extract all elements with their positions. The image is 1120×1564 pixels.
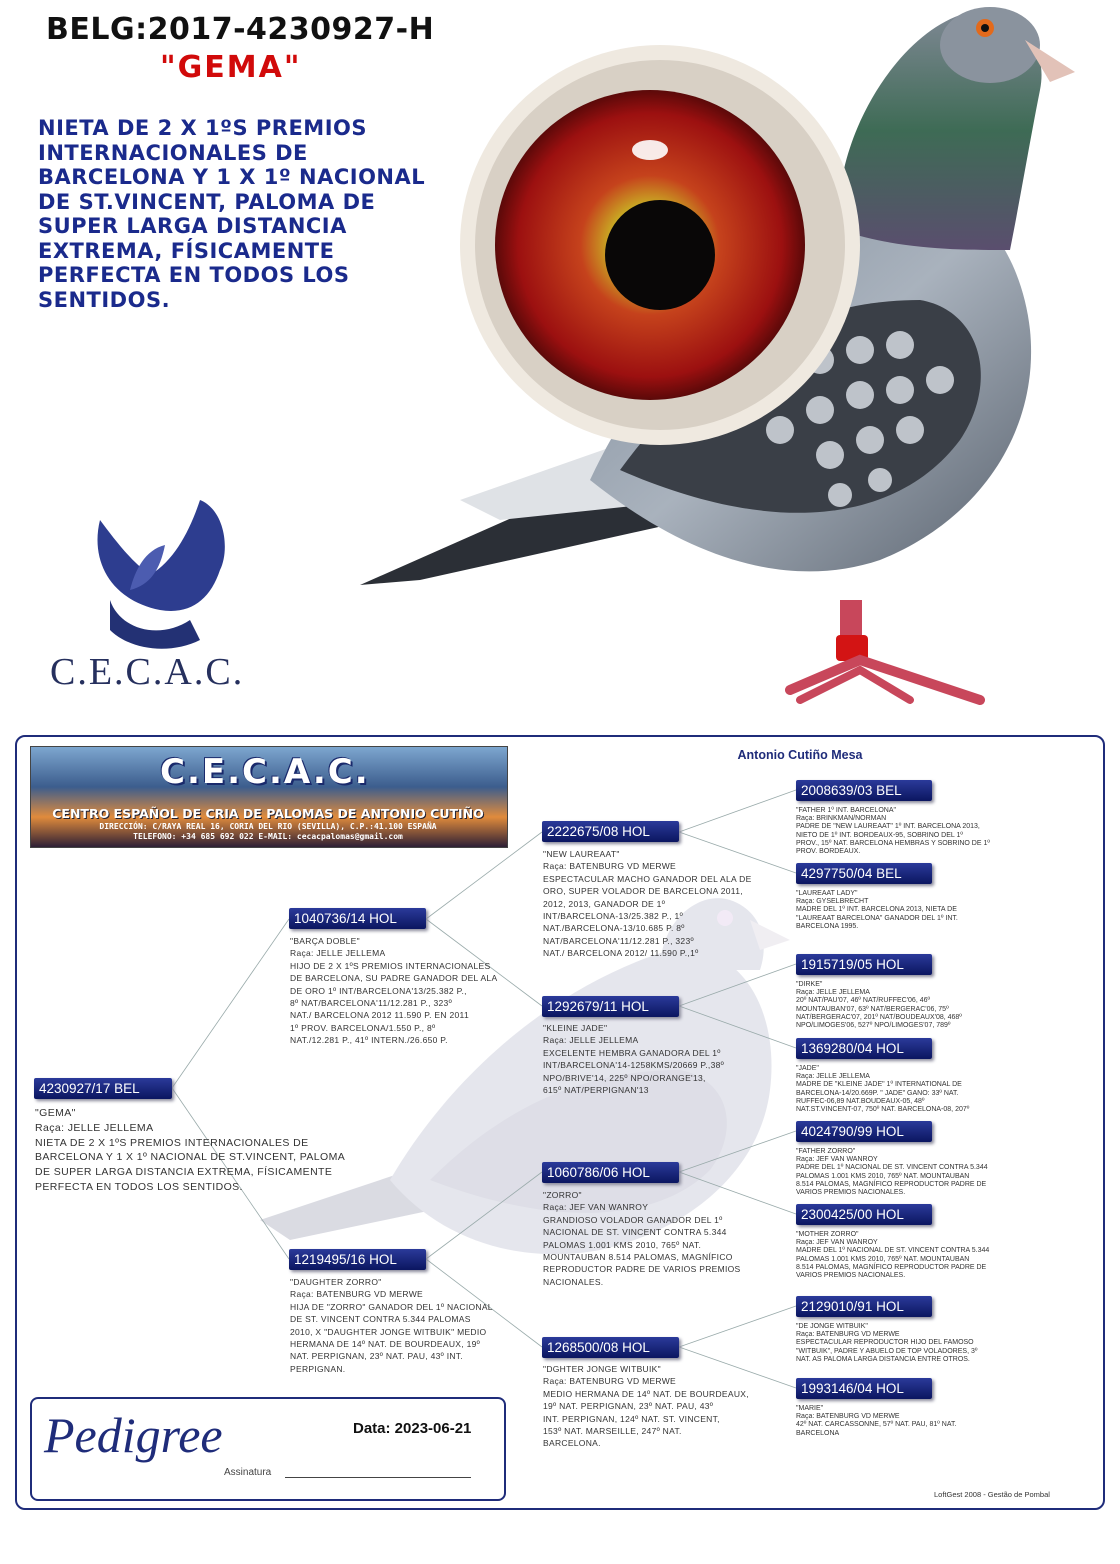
- mm-description: [543, 1363, 778, 1450]
- desc-line: "GEMA": [35, 1107, 76, 1119]
- mmf-ring-box[interactable]: 2129010/91 HOL: [796, 1296, 932, 1317]
- desc-line: NAT/BARCELONA'11/12.281 P., 323º: [543, 935, 694, 946]
- desc-line: PALOMAS 1.001 KMS 2010, 765º NAT.: [543, 1239, 702, 1250]
- desc-line: GRANDIOSO VOLADOR GANADOR DEL 1º: [543, 1214, 723, 1225]
- desc-line: 2012, 2013, GANADOR DE 1º: [543, 898, 666, 909]
- desc-line: RUFFEC-06,89 NAT.BOUDEAUX-05, 48º: [796, 1097, 925, 1105]
- desc-line: 8.514 PALOMAS, MAGNÍFICO REPRODUCTOR PADRE DE: [796, 1263, 987, 1271]
- desc-line: 1º PROV. BARCELONA/1.550 P., 8º: [290, 1022, 436, 1033]
- desc-line: DE ORO 1º INT/BARCELONA'13/25.382 P.,: [290, 985, 467, 996]
- desc-line: HERMANA DE 14º NAT. DE BOURDEAUX, 19º: [290, 1339, 481, 1350]
- desc-line: NACIONAL DE ST. VINCENT CONTRA 5.344: [543, 1227, 727, 1238]
- desc-line: NAT./ BARCELONA 2012 11.590 P. EN 2011: [290, 1010, 469, 1021]
- pedigree-script-title: Pedigree: [44, 1407, 223, 1463]
- desc-line: PROV., 15º NAT. BARCELONA HEMBRAS Y SOBRINO DE 1º: [796, 839, 990, 847]
- desc-line: INT/BARCELONA'14-1258KMS/20669 P.,38º: [543, 1060, 725, 1071]
- desc-line: 2010, X "DAUGHTER JONGE WITBUIK" MEDIO: [290, 1326, 487, 1337]
- desc-line: DE BARCELONA, SU PADRE GANADOR DEL ALA: [290, 973, 498, 984]
- ff-description: [543, 848, 778, 960]
- desc-line: DE SUPER LARGA DISTANCIA EXTREMA, FÍSICAMENTE: [35, 1166, 333, 1179]
- desc-line: EXCELENTE HEMBRA GANADORA DEL 1º: [543, 1047, 721, 1058]
- fff-ring-box[interactable]: 2008639/03 BEL: [796, 780, 932, 801]
- mff-description: [796, 1148, 1036, 1197]
- fff-description: [796, 807, 1036, 856]
- desc-line: NPO/LIMOGES'06, 527º NPO/LIMOGES'07, 789º: [796, 1022, 951, 1030]
- mfm-description: [796, 1231, 1036, 1280]
- desc-line: HIJA DE "ZORRO" GANADOR DEL 1º NACIONAL: [290, 1301, 493, 1312]
- desc-line: NAT./ BARCELONA 2012/ 11.590 P.,1º: [543, 948, 699, 959]
- ring-id-title: BELG:2017-4230927-H: [46, 12, 435, 47]
- desc-line: 8º NAT/BARCELONA'11/12.281 P., 323º: [290, 998, 452, 1009]
- signature-line[interactable]: [285, 1477, 471, 1478]
- desc-line: MADRE DEL 1º NACIONAL DE ST. VINCENT CONTRA 5.344: [796, 1247, 990, 1255]
- subject-ring-box[interactable]: 4230927/17 BEL: [34, 1078, 172, 1099]
- desc-line: Raça: BATENBURG VD MERWE: [290, 1289, 423, 1300]
- desc-line: BARCELONA: [796, 1429, 840, 1437]
- banner-phone-line: TELEFONO: +34 685 692 022 E-MAIL: cecacpalomas@gmail.com: [133, 832, 403, 841]
- desc-line: Raça: JEF VAN WANROY: [796, 1239, 878, 1247]
- desc-line: INT. PERPIGNAN, 124º NAT. ST. VINCENT,: [543, 1413, 720, 1424]
- desc-line: Raça: JEF VAN WANROY: [543, 1202, 649, 1213]
- desc-line: MEDIO HERMANA DE 14º NAT. DE BOURDEAUX,: [543, 1388, 749, 1399]
- desc-line: "MARIE": [796, 1405, 824, 1412]
- desc-line: PALOMAS 1.001 KMS 2010, 765º NAT. MOUNTAUBAN: [796, 1255, 970, 1263]
- banner-subtitle: CENTRO ESPAÑOL DE CRIA DE PALOMAS DE ANTONIO CUTIÑO: [52, 806, 484, 821]
- desc-line: Raça: JEF VAN WANROY: [796, 1156, 878, 1164]
- desc-line: Raça: JELLE JELLEMA: [35, 1121, 154, 1134]
- desc-line: NIETA DE 2 X 1ºS PREMIOS INTERNACIONALES DE: [35, 1136, 309, 1149]
- mf-ring-box[interactable]: 1060786/06 HOL: [542, 1162, 679, 1183]
- fmf-ring-box[interactable]: 1915719/05 HOL: [796, 954, 932, 975]
- mf-description: [543, 1189, 778, 1288]
- desc-line: "ZORRO": [543, 1190, 582, 1200]
- desc-line: ESPECTACULAR REPRODUCTOR HIJO DEL FAMOSO: [796, 1339, 974, 1347]
- desc-line: 19º NAT. PERPIGNAN, 23º NAT. PAU, 43º: [543, 1401, 714, 1412]
- desc-line: "DE JONGE WITBUIK": [796, 1323, 868, 1330]
- desc-line: Raça: GYSELBRECHT: [796, 898, 869, 906]
- desc-line: NPO/BRIVE'14, 225º NPO/ORANGE'13,: [543, 1072, 706, 1083]
- desc-line: INT/BARCELONA-13/25.382 P., 1º: [543, 911, 683, 922]
- desc-line: NAT./BARCELONA-13/10.685 P. 8º: [543, 923, 685, 934]
- desc-line: "LAUREAAT BARCELONA" GANADOR DEL 1º INT.: [796, 914, 958, 922]
- desc-line: NACIONALES.: [543, 1276, 604, 1287]
- signature-label: Assinatura: [224, 1467, 272, 1478]
- desc-line: Raça: JELLE JELLEMA: [543, 1035, 639, 1046]
- desc-line: 42º NAT. CARCASSONNE, 57º NAT. PAU, 81º NAT.: [796, 1421, 957, 1429]
- desc-line: "WITBUIK", PADRE Y ABUELO DE TOP VOLADORES, 3º: [796, 1347, 978, 1355]
- desc-line: PADRE DEL 1º NACIONAL DE ST. VINCENT CONTRA 5.344: [796, 1164, 988, 1172]
- subject-description: [35, 1106, 355, 1195]
- desc-line: NAT. PERPIGNAN, 23º NAT. PAU, 43º INT.: [290, 1351, 464, 1362]
- desc-line: ESPECTACULAR MACHO GANADOR DEL ALA DE: [543, 873, 752, 884]
- desc-line: Raça: JELLE JELLEMA: [796, 989, 870, 997]
- fmm-ring-box[interactable]: 1369280/04 HOL: [796, 1038, 932, 1059]
- desc-line: VARIOS PREMIOS NACIONALES.: [796, 1272, 906, 1280]
- desc-line: MADRE DEL 1º INT. BARCELONA 2013, NIETA DE: [796, 906, 957, 914]
- desc-line: "JADE": [796, 1065, 819, 1072]
- desc-line: Raça: JELLE JELLEMA: [796, 1073, 870, 1081]
- mff-ring-box[interactable]: 4024790/99 HOL: [796, 1121, 932, 1142]
- desc-line: NAT. AS PALOMA LARGA DISTANCIA ENTRE OTROS.: [796, 1355, 970, 1363]
- ffm-description: [796, 890, 1036, 931]
- desc-line: ORO, SUPER VOLADOR DE BARCELONA 2011,: [543, 886, 743, 897]
- mother-ring-box[interactable]: 1219495/16 HOL: [289, 1249, 426, 1270]
- desc-line: "LAUREAAT LADY": [796, 890, 858, 897]
- desc-line: "NEW LAUREAAT": [543, 849, 620, 859]
- desc-line: VARIOS PREMIOS NACIONALES.: [796, 1189, 906, 1197]
- desc-line: Raça: BATENBURG VD MERWE: [543, 861, 676, 872]
- father-ring-box[interactable]: 1040736/14 HOL: [289, 908, 426, 929]
- desc-line: "BARÇA DOBLE": [290, 936, 360, 946]
- mfm-ring-box[interactable]: 2300425/00 HOL: [796, 1204, 932, 1225]
- desc-line: NIETO DE 1º INT. BORDEAUX-95, SOBRINO DEL 1º: [796, 831, 963, 839]
- desc-line: Raça: BATENBURG VD MERWE: [796, 1413, 900, 1421]
- mmm-description: [796, 1405, 1036, 1438]
- desc-line: "DIRKE": [796, 981, 823, 988]
- fmf-description: [796, 981, 1036, 1030]
- bird-name: "GEMA": [160, 50, 302, 85]
- desc-line: NAT./12.281 P., 41º INTERN./26.650 P.: [290, 1035, 448, 1046]
- desc-line: PROV. BORDEAUX.: [796, 848, 861, 856]
- desc-line: "DGHTER JONGE WITBUIK": [543, 1364, 661, 1374]
- desc-line: "FATHER 1º INT. BARCELONA": [796, 807, 896, 814]
- desc-line: Raça: BATENBURG VD MERWE: [796, 1331, 900, 1339]
- fmm-description: [796, 1065, 1036, 1114]
- desc-line: 153º NAT. MARSEILLE, 247º NAT.: [543, 1426, 682, 1437]
- desc-line: Raça: BATENBURG VD MERWE: [543, 1376, 676, 1387]
- desc-line: 8.514 PALOMAS, MAGNÍFICO REPRODUCTOR PADRE DE: [796, 1180, 987, 1188]
- mother-description: [290, 1276, 525, 1375]
- date-label: Data: 2023-06-21: [353, 1420, 472, 1437]
- software-credit: LoftGest 2008 - Gestão de Pombal: [934, 1490, 1050, 1499]
- desc-line: NAT/BERGERAC'07, 201º NAT/BOUDEAUX'08, 468º: [796, 1013, 962, 1021]
- desc-line: 615º NAT/PERPIGNAN'13: [543, 1085, 649, 1096]
- desc-line: BARCELONA.: [543, 1438, 601, 1449]
- desc-line: MOUNTAUBAN'07, 63º NAT/BERGERAC'06, 75º: [796, 1005, 949, 1013]
- cecac-logo-text: C.E.C.A.C.: [50, 651, 245, 693]
- desc-line: 20º NAT/PAU'07, 46º NAT/RUFFEC'06, 46º: [796, 997, 931, 1005]
- desc-line: Raça: JELLE JELLEMA: [290, 948, 386, 959]
- ff-ring-box[interactable]: 2222675/08 HOL: [542, 821, 679, 842]
- mmm-ring-box[interactable]: 1993146/04 HOL: [796, 1378, 932, 1399]
- desc-line: BARCELONA-14/20.669P. " JADE" GANO: 33º NAT.: [796, 1089, 959, 1097]
- desc-line: Raça: BRINKMAN/NORMAN: [796, 815, 887, 823]
- mmf-description: [796, 1323, 1036, 1364]
- desc-line: "DAUGHTER ZORRO": [290, 1277, 382, 1287]
- mm-ring-box[interactable]: 1268500/08 HOL: [542, 1337, 679, 1358]
- desc-line: HIJO DE 2 X 1ºS PREMIOS INTERNACIONALES: [290, 960, 491, 971]
- father-description: [290, 935, 525, 1047]
- desc-line: PADRE DE "NEW LAUREAAT" 1º INT. BARCELONA 2013,: [796, 823, 980, 831]
- headline-text: NIETA DE 2 X 1ºS PREMIOS INTERNACIONALES DE BARCELONA Y 1 X 1º NACIONAL DE ST.VINCENT, PALOMA DE SUPER LARGA DISTANCIA EXTREMA, FÍSICAMENTE PERFECTA EN TODOS LOS SENTIDOS.: [38, 116, 426, 312]
- desc-line: PERPIGNAN.: [290, 1363, 346, 1374]
- fm-description: [543, 1022, 778, 1096]
- ffm-ring-box[interactable]: 4297750/04 BEL: [796, 863, 932, 884]
- desc-line: "KLEINE JADE": [543, 1023, 608, 1033]
- desc-line: NAT.ST.VINCENT-07, 750º NAT. BARCELONA-08, 207º: [796, 1106, 970, 1114]
- desc-line: PALOMAS 1.001 KMS 2010, 765º NAT. MOUNTAUBAN: [796, 1172, 970, 1180]
- desc-line: PERFECTA EN TODOS LOS SENTIDOS.: [35, 1180, 243, 1193]
- desc-line: "MOTHER ZORRO": [796, 1231, 859, 1238]
- desc-line: "FATHER ZORRO": [796, 1148, 856, 1155]
- owner-name: Antonio Cutiño Mesa: [737, 748, 863, 762]
- desc-line: DE ST. VINCENT CONTRA 5.344 PALOMAS: [290, 1314, 471, 1325]
- desc-line: BARCELONA 1995.: [796, 922, 859, 930]
- desc-line: BARCELONA Y 1 X 1º NACIONAL DE ST.VINCENT, PALOMA: [35, 1151, 346, 1164]
- fm-ring-box[interactable]: 1292679/11 HOL: [542, 996, 679, 1017]
- banner-title: C.E.C.A.C.: [160, 752, 370, 792]
- banner-address-line: DIRECCIÓN: C/RAYA REAL 16, CORIA DEL RIO (SEVILLA), C.P.:41.100 ESPAÑA: [99, 822, 437, 831]
- desc-line: MADRE DE "KLEINE JADE" 1º INTERNATIONAL DE: [796, 1081, 962, 1089]
- desc-line: REPRODUCTOR PADRE DE VARIOS PREMIOS: [543, 1264, 741, 1275]
- desc-line: MOUNTAUBAN 8.514 PALOMAS, MAGNÍFICO: [543, 1252, 733, 1263]
